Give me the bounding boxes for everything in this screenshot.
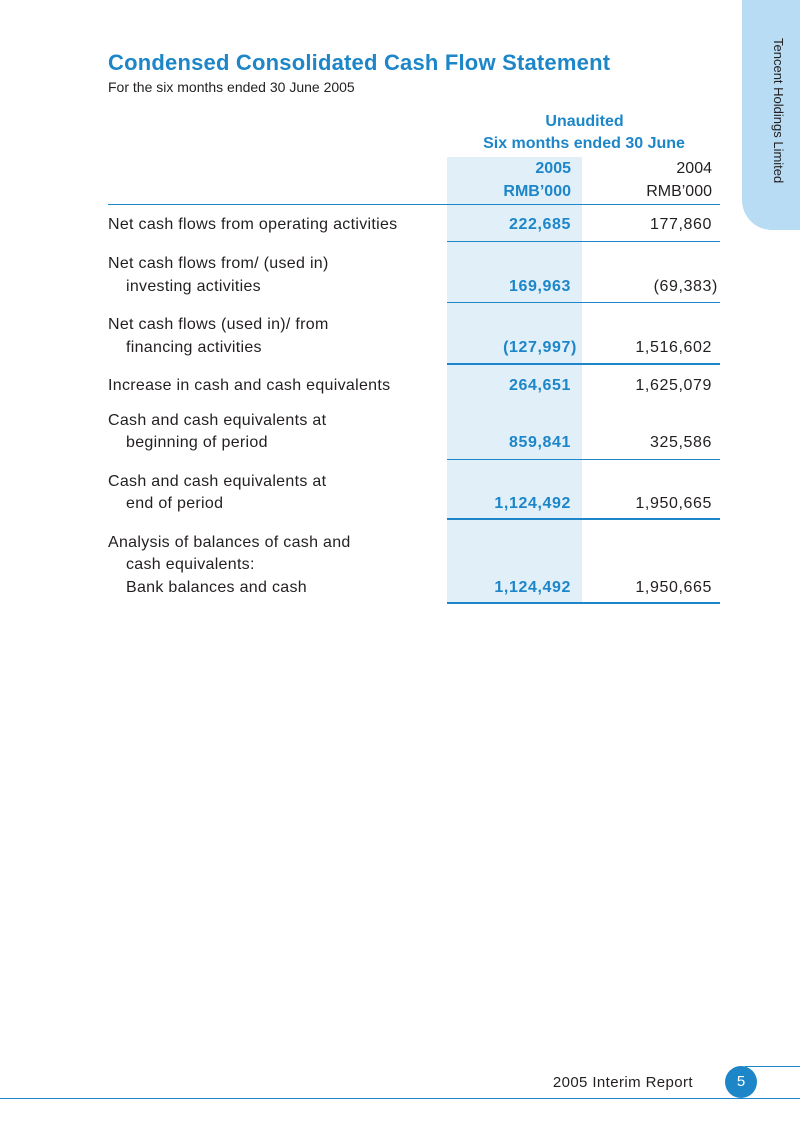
row-value-2005: 859,841 [508, 434, 571, 451]
row-label: Net cash flows from operating activities [108, 216, 398, 233]
group-header: Unaudited [545, 113, 624, 130]
total-rule [447, 518, 720, 520]
row-label: Net cash flows from/ (used in) [108, 255, 329, 272]
row-label-continued: cash equivalents: [126, 556, 255, 573]
side-tab-label: Tencent Holdings Limited [771, 38, 786, 184]
row-value-2004: (69,383) [653, 278, 718, 295]
row-value-2004: 1,625,079 [635, 377, 712, 394]
column-unit-2004: RMB’000 [646, 183, 712, 200]
column-year-2004: 2004 [676, 160, 712, 177]
row-value-2004: 1,950,665 [635, 495, 712, 512]
row-value-2004: 325,586 [649, 434, 712, 451]
row-value-2005: 1,124,492 [494, 579, 571, 596]
row-value-2004: 177,860 [649, 216, 712, 233]
footer-rule-short [745, 1066, 800, 1067]
subtotal-rule [447, 241, 720, 242]
total-rule [447, 602, 720, 604]
row-label-continued: financing activities [126, 339, 262, 356]
row-label: Net cash flows (used in)/ from [108, 316, 329, 333]
row-label: Analysis of balances of cash and [108, 534, 351, 551]
row-label-continued: beginning of period [126, 434, 268, 451]
footer-rule [0, 1098, 800, 1099]
row-label: Increase in cash and cash equivalents [108, 377, 391, 394]
row-label-continued: end of period [126, 495, 224, 512]
total-rule [447, 363, 720, 365]
page-title: Condensed Consolidated Cash Flow Statement [108, 50, 611, 75]
subtotal-rule [447, 459, 720, 460]
page-number-badge: 5 [725, 1066, 757, 1098]
row-value-2004: 1,516,602 [635, 339, 712, 356]
row-value-2004: 1,950,665 [635, 579, 712, 596]
period-header: Six months ended 30 June [483, 135, 685, 152]
subtotal-rule [447, 302, 720, 303]
header-rule [108, 204, 720, 205]
page-subtitle: For the six months ended 30 June 2005 [108, 79, 355, 95]
row-value-2005: 1,124,492 [494, 495, 571, 512]
row-value-2005: 222,685 [508, 216, 571, 233]
row-value-2005: 169,963 [508, 278, 571, 295]
row-label-continued: investing activities [126, 278, 261, 295]
row-label: Cash and cash equivalents at [108, 412, 327, 429]
row-value-2005: (127,997) [503, 339, 577, 356]
row-label: Cash and cash equivalents at [108, 473, 327, 490]
column-year-2005: 2005 [535, 160, 571, 177]
row-value-2005: 264,651 [508, 377, 571, 394]
column-unit-2005: RMB’000 [503, 183, 571, 200]
footer-report-name: 2005 Interim Report [552, 1074, 693, 1091]
row-label-continued: Bank balances and cash [126, 579, 307, 596]
